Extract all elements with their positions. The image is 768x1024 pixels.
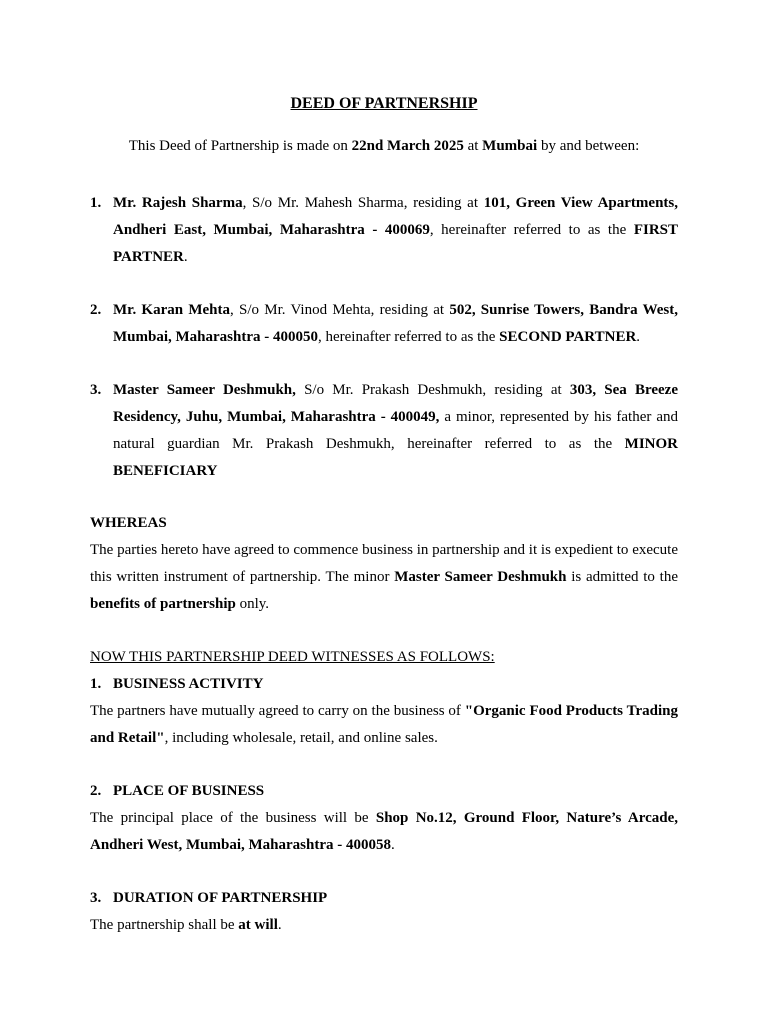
intro-text: at: [463, 138, 483, 154]
section-text: The partnership shall be: [90, 917, 239, 933]
party-text: [113, 190, 678, 271]
partnership-term: at will: [238, 917, 278, 933]
party-role: FIRST PARTNER: [113, 222, 678, 265]
benefits-phrase: benefits of partnership: [90, 596, 236, 612]
party-desc: , S/o Mr. Mahesh Sharma, residing at: [242, 195, 484, 211]
party-desc: , S/o Mr. Vinod Mehta, residing at: [230, 302, 450, 318]
party-text: [113, 297, 678, 351]
party-number: 1.: [90, 195, 102, 211]
intro-paragraph: [90, 136, 678, 156]
section-number: 2.: [90, 783, 102, 799]
whereas-text: is admitted to the: [566, 569, 678, 585]
section-text: .: [390, 837, 395, 853]
witness-heading: NOW THIS PARTNERSHIP DEED WITNESSES AS FOLLOWS:: [90, 649, 495, 665]
party-desc: S/o Mr. Prakash Deshmukh, residing at: [295, 382, 570, 398]
party-desc: a minor, represented by his father and natural guardian Mr. Prakash Deshmukh, hereinafter referred to as the: [113, 409, 678, 452]
party-name: Master Sameer Deshmukh,: [113, 382, 296, 398]
section-title: BUSINESS ACTIVITY: [113, 676, 264, 692]
section-text: The partners have mutually agreed to carry on the business of: [90, 703, 465, 719]
party-number: 2.: [90, 302, 102, 318]
party-address: 101, Green View Apartments, Andheri East, Mumbai, Maharashtra - 400069: [113, 195, 678, 238]
section-text: .: [277, 917, 282, 933]
party-item-first: [90, 190, 678, 271]
section-text: , including wholesale, retail, and online sales.: [164, 730, 438, 746]
party-address: 303, Sea Breeze Residency, Juhu, Mumbai, Maharashtra - 400049,: [113, 382, 678, 425]
spacer: [90, 752, 678, 778]
document-page: [90, 94, 678, 939]
party-desc: .: [183, 249, 188, 265]
section-heading-place: [90, 778, 678, 805]
section-text: The principal place of the business will be: [90, 810, 376, 826]
section-heading-business: [90, 671, 678, 698]
party-role: SECOND PARTNER: [499, 329, 637, 345]
intro-text: by and between:: [537, 138, 640, 154]
party-item-second: [90, 297, 678, 351]
party-name: Mr. Rajesh Sharma: [113, 195, 243, 211]
section-body-business: [90, 698, 678, 752]
party-role: MINOR BENEFICIARY: [113, 436, 678, 479]
party-desc: , hereinafter referred to as the: [318, 329, 500, 345]
business-activity: "Organic Food Products Trading and Retail": [90, 703, 679, 746]
parties-list: [90, 190, 678, 485]
intro-text: This Deed of Partnership is made on: [128, 138, 352, 154]
deed-date: 22nd March 2025: [351, 138, 464, 154]
document-title: DEED OF PARTNERSHIP: [290, 95, 478, 112]
party-number: 3.: [90, 382, 102, 398]
section-body-duration: [90, 912, 678, 939]
deed-city: Mumbai: [482, 138, 538, 154]
whereas-text: only.: [235, 596, 270, 612]
spacer: [90, 859, 678, 885]
business-address: Shop No.12, Ground Floor, Nature’s Arcade, Andheri West, Mumbai, Maharashtra - 400058: [90, 810, 678, 853]
section-body-place: [90, 805, 678, 859]
section-number: 1.: [90, 676, 102, 692]
party-name: Mr. Karan Mehta: [113, 302, 231, 318]
party-desc: .: [636, 329, 641, 345]
minor-name: Master Sameer Deshmukh: [394, 569, 567, 585]
section-title: DURATION OF PARTNERSHIP: [113, 890, 328, 906]
whereas-text: The parties hereto have agreed to commence business in partnership and it is expedient to execute this written instrument of partnership. The minor: [90, 542, 678, 585]
whereas-heading: WHEREAS: [90, 515, 167, 531]
party-item-minor: [90, 377, 678, 485]
party-desc: , hereinafter referred to as the: [429, 222, 634, 238]
party-address: 502, Sunrise Towers, Bandra West, Mumbai, Maharashtra - 400050: [113, 302, 678, 345]
party-text: [113, 377, 678, 485]
section-number: 3.: [90, 890, 102, 906]
section-title: PLACE OF BUSINESS: [113, 783, 265, 799]
section-heading-duration: [90, 885, 678, 912]
whereas-paragraph: [90, 537, 678, 618]
